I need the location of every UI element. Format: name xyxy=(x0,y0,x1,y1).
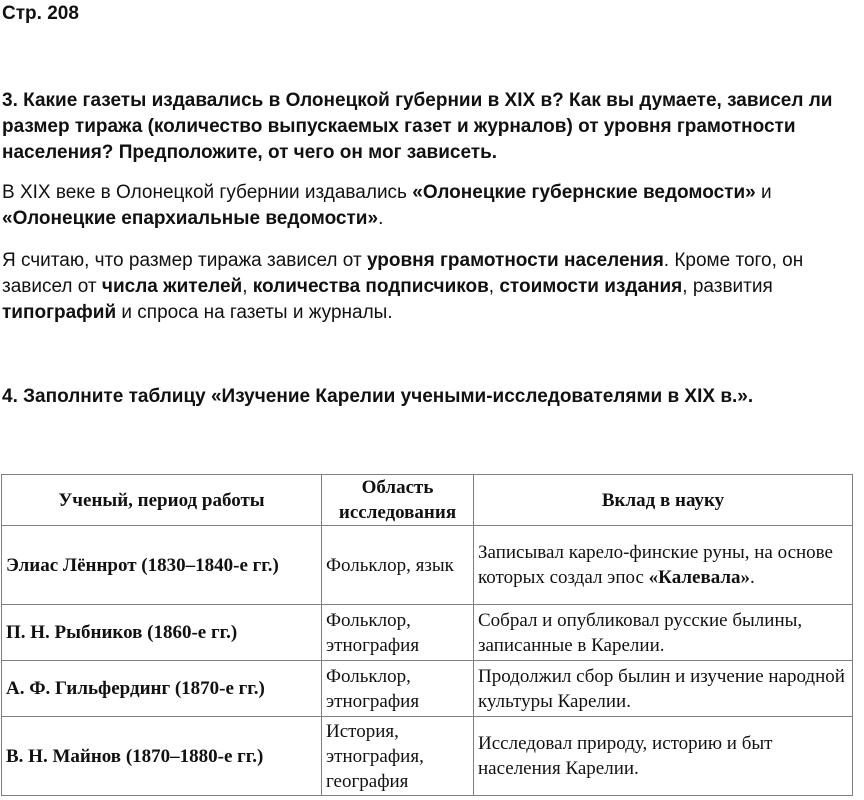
answer-emphasis: типографий xyxy=(2,302,117,323)
scientist-cell: П. Н. Рыбников (1860-е гг.) xyxy=(2,605,322,661)
answer-text: , развития xyxy=(682,276,773,297)
research-table xyxy=(1,474,853,796)
column-header: Ученый, период работы xyxy=(2,475,322,526)
table-row xyxy=(2,717,853,796)
answer-text: , xyxy=(242,276,253,297)
newspaper-title-1: «Олонецкие губернские ведомости» xyxy=(412,182,756,203)
answer-emphasis: уровня грамотности населения xyxy=(366,250,664,271)
answer-emphasis: количества подписчиков xyxy=(252,276,489,297)
answer-emphasis: числа жителей xyxy=(101,276,243,297)
table-row xyxy=(2,661,853,717)
newspaper-title-2: «Олонецкие епархиальные ведомости» xyxy=(2,208,379,229)
question-3: 3. Какие газеты издавались в Олонецкой губернии в XIX в? Как вы думаете, зависел ли размер тиража (количество выпускаемых газет и журналов) от уровня грамотности населения? Предположите, от чего он мог зависеть. xyxy=(2,90,833,163)
contribution-cell xyxy=(474,526,853,605)
table-header-row xyxy=(2,475,853,526)
answer-text: и спроса на газеты и журналы. xyxy=(116,302,393,323)
answer-text: . Кроме того, он зависел от xyxy=(2,250,804,297)
field-cell: Фольклор, язык xyxy=(322,526,474,605)
scientist-cell: А. Ф. Гильфердинг (1870-е гг.) xyxy=(2,661,322,717)
page-number: Стр. 208 xyxy=(2,3,79,24)
answer-3-paragraph-1 xyxy=(2,180,858,232)
answer-text: Я считаю, что размер тиража зависел от xyxy=(2,250,367,271)
field-cell: Фольклор, этнография xyxy=(322,661,474,717)
contribution-cell: Продолжил сбор былин и изучение народной культуры Карелии. xyxy=(474,661,853,717)
answer-3-paragraph-2 xyxy=(2,248,858,326)
contribution-text: . xyxy=(750,567,755,588)
contribution-text: Записывал карело-финские руны, на основе которых создал эпос xyxy=(478,542,833,588)
table-row xyxy=(2,526,853,605)
column-header: Вклад в науку xyxy=(474,475,853,526)
contribution-cell: Исследовал природу, историю и быт населения Карелии. xyxy=(474,717,853,796)
scientist-cell: Элиас Лённрот (1830–1840-е гг.) xyxy=(2,526,322,605)
answer-text: . xyxy=(378,208,384,229)
question-4: 4. Заполните таблицу «Изучение Карелии учеными-исследователями в XIX в.». xyxy=(2,386,754,407)
answer-text: , xyxy=(488,276,500,297)
epic-title: «Калевала» xyxy=(648,567,751,588)
column-header: Область исследования xyxy=(322,475,474,526)
contribution-cell: Собрал и опубликовал русские былины, записанные в Карелии. xyxy=(474,605,853,661)
answer-text: В XIX веке в Олонецкой губернии издавались xyxy=(2,182,413,203)
field-cell: История, этнография, география xyxy=(322,717,474,796)
scientist-cell: В. Н. Майнов (1870–1880-е гг.) xyxy=(2,717,322,796)
answer-emphasis: стоимости издания xyxy=(499,276,683,297)
table-row xyxy=(2,605,853,661)
field-cell: Фольклор, этнография xyxy=(322,605,474,661)
answer-text: и xyxy=(755,182,772,203)
